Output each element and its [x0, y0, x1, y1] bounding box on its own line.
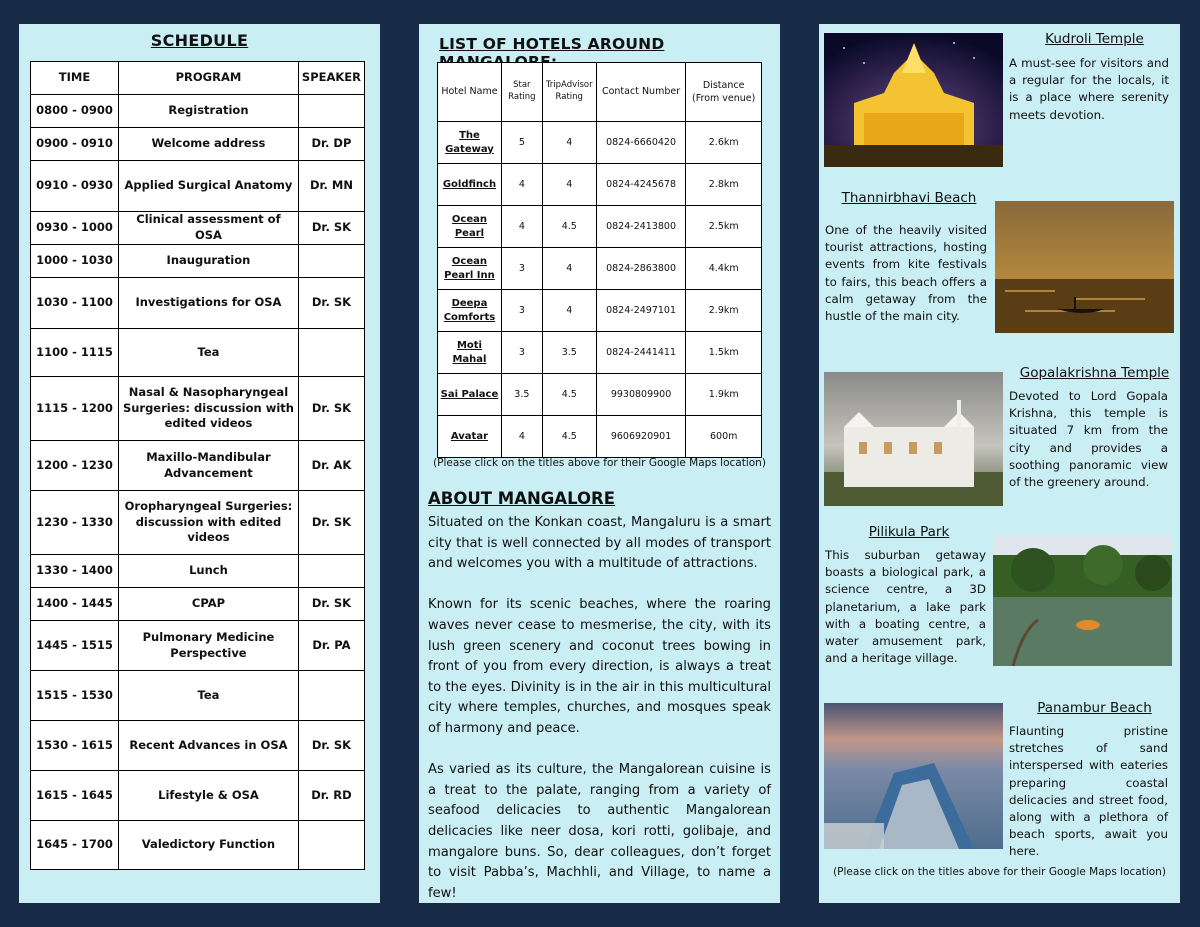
schedule-time: 1030 - 1100 [31, 278, 119, 329]
hotel-tripadvisor-rating: 4.5 [542, 374, 596, 416]
hotel-name-link[interactable]: Deepa Comforts [438, 290, 502, 332]
star-rating-header: Star Rating [501, 63, 542, 122]
schedule-speaker: Dr. SK [298, 377, 364, 441]
hotels-table [437, 62, 762, 458]
hotel-tripadvisor-rating: 4 [542, 164, 596, 206]
hotel-tripadvisor-rating: 4.5 [542, 206, 596, 248]
schedule-time: 0800 - 0900 [31, 95, 119, 128]
schedule-speaker [298, 821, 364, 870]
hotel-star-rating: 4 [501, 416, 542, 458]
schedule-time: 0910 - 0930 [31, 161, 119, 212]
kudroli-temple-title[interactable]: Kudroli Temple [1045, 31, 1144, 47]
attractions-panel [819, 24, 1180, 903]
pilikula-park-photo [993, 535, 1172, 666]
hotel-star-rating: 5 [501, 122, 542, 164]
schedule-table [30, 61, 365, 870]
about-paragraph: As varied as its culture, the Mangalorean cuisine is a treat to the palate, ranging from a variety of seafood delicacies to authentic Mangalorean delicacies like neer dosa, kori rotti, golibaje, and mangalore buns. So, dear colleagues, don’t forget to visit Pabba’s, Machhli, and Village, to name a few! [428, 762, 771, 901]
schedule-row [31, 161, 365, 212]
schedule-time: 0930 - 1000 [31, 212, 119, 245]
about-paragraph: Situated on the Konkan coast, Mangaluru is a smart city that is well connected by all modes of transport and welcomes you with a multitude of attractions. [428, 515, 771, 572]
schedule-program: Tea [119, 329, 299, 377]
hotel-row [438, 416, 762, 458]
hotel-contact-number: 0824-6660420 [596, 122, 686, 164]
schedule-speaker: Dr. SK [298, 588, 364, 621]
schedule-time: 1445 - 1515 [31, 621, 119, 671]
schedule-row [31, 95, 365, 128]
schedule-program: Registration [119, 95, 299, 128]
schedule-speaker: Dr. RD [298, 771, 364, 821]
schedule-speaker: Dr. SK [298, 491, 364, 555]
schedule-speaker [298, 329, 364, 377]
schedule-row [31, 377, 365, 441]
panambur-beach-title[interactable]: Panambur Beach [1037, 700, 1152, 716]
hotel-star-rating: 3 [501, 332, 542, 374]
hotel-distance: 2.6km [686, 122, 762, 164]
gopalakrishna-temple-title[interactable]: Gopalakrishna Temple [1019, 365, 1170, 381]
hotel-star-rating: 4 [501, 206, 542, 248]
schedule-row [31, 771, 365, 821]
pilikula-park-title[interactable]: Pilikula Park [868, 524, 950, 540]
schedule-program: Oropharyngeal Surgeries: discussion with edited videos [119, 491, 299, 555]
schedule-time: 1615 - 1645 [31, 771, 119, 821]
schedule-time: 1530 - 1615 [31, 721, 119, 771]
hotel-name-link[interactable]: Ocean Pearl Inn [438, 248, 502, 290]
hotel-row [438, 122, 762, 164]
hotel-distance: 4.4km [686, 248, 762, 290]
schedule-row [31, 278, 365, 329]
schedule-speaker: Dr. MN [298, 161, 364, 212]
hotel-row [438, 332, 762, 374]
schedule-program: CPAP [119, 588, 299, 621]
distance-header: Distance (From venue) [686, 63, 762, 122]
hotel-name-link[interactable]: Goldfinch [438, 164, 502, 206]
schedule-time: 1400 - 1445 [31, 588, 119, 621]
schedule-speaker: Dr. SK [298, 212, 364, 245]
schedule-program: Nasal & Nasopharyngeal Surgeries: discussion with edited videos [119, 377, 299, 441]
panambur-beach-photo [824, 703, 1003, 849]
hotel-row [438, 164, 762, 206]
schedule-program: Maxillo-Mandibular Advancement [119, 441, 299, 491]
hotel-name-link[interactable]: Moti Mahal [438, 332, 502, 374]
panambur-beach-description: Flaunting pristine stretches of sand interspersed with eateries preparing coastal delicacies and street food, along with a plethora of beach sports, await you here. [1009, 724, 1168, 859]
hotel-row [438, 206, 762, 248]
thannirbhavi-beach-title[interactable]: Thannirbhavi Beach [841, 190, 977, 206]
about-title: ABOUT MANGALORE [428, 489, 616, 508]
schedule-time: 1100 - 1115 [31, 329, 119, 377]
schedule-time: 1200 - 1230 [31, 441, 119, 491]
hotel-contact-number: 0824-2441411 [596, 332, 686, 374]
hotel-tripadvisor-rating: 4.5 [542, 416, 596, 458]
hotel-contact-number: 0824-4245678 [596, 164, 686, 206]
schedule-program: Lunch [119, 555, 299, 588]
schedule-speaker: Dr. AK [298, 441, 364, 491]
schedule-speaker [298, 245, 364, 278]
hotel-row [438, 290, 762, 332]
schedule-row [31, 721, 365, 771]
schedule-program: Tea [119, 671, 299, 721]
hotel-contact-number: 0824-2413800 [596, 206, 686, 248]
schedule-title: SCHEDULE [150, 31, 249, 50]
schedule-program: Applied Surgical Anatomy [119, 161, 299, 212]
hotel-distance: 2.5km [686, 206, 762, 248]
schedule-row [31, 671, 365, 721]
schedule-program: Clinical assessment of OSA [119, 212, 299, 245]
contact-number-header: Contact Number [596, 63, 686, 122]
schedule-speaker [298, 95, 364, 128]
about-body [428, 513, 771, 925]
schedule-program: Pulmonary Medicine Perspective [119, 621, 299, 671]
schedule-row [31, 821, 365, 870]
hotels-maps-note: (Please click on the titles above for their Google Maps location) [433, 457, 766, 469]
hotel-star-rating: 3.5 [501, 374, 542, 416]
schedule-row [31, 329, 365, 377]
schedule-row [31, 491, 365, 555]
hotel-name-link[interactable]: The Gateway [438, 122, 502, 164]
hotel-tripadvisor-rating: 4 [542, 122, 596, 164]
schedule-speaker [298, 671, 364, 721]
schedule-time: 0900 - 0910 [31, 128, 119, 161]
kudroli-temple-description: A must-see for visitors and a regular for the locals, it is a place where serenity meets devotion. [1009, 56, 1169, 122]
schedule-time: 1230 - 1330 [31, 491, 119, 555]
schedule-time: 1115 - 1200 [31, 377, 119, 441]
hotel-row [438, 374, 762, 416]
schedule-speaker: Dr. DP [298, 128, 364, 161]
hotel-distance: 1.9km [686, 374, 762, 416]
hotels-title: LIST OF HOTELS AROUND [439, 35, 665, 53]
time-header: TIME [31, 62, 119, 95]
hotels-about-panel [419, 24, 780, 903]
schedule-program: Valedictory Function [119, 821, 299, 870]
schedule-time: 1515 - 1530 [31, 671, 119, 721]
hotel-name-link[interactable]: Sai Palace [438, 374, 502, 416]
schedule-speaker: Dr. PA [298, 621, 364, 671]
schedule-row [31, 245, 365, 278]
schedule-program: Recent Advances in OSA [119, 721, 299, 771]
hotel-name-link[interactable]: Ocean Pearl [438, 206, 502, 248]
hotel-distance: 2.9km [686, 290, 762, 332]
hotel-contact-number: 0824-2497101 [596, 290, 686, 332]
hotel-star-rating: 4 [501, 164, 542, 206]
schedule-row [31, 128, 365, 161]
schedule-time: 1330 - 1400 [31, 555, 119, 588]
schedule-program: Lifestyle & OSA [119, 771, 299, 821]
gopalakrishna-temple-photo [824, 372, 1003, 506]
hotel-star-rating: 3 [501, 290, 542, 332]
schedule-time: 1000 - 1030 [31, 245, 119, 278]
tripadvisor-rating-header: TripAdvisor Rating [542, 63, 596, 122]
schedule-program: Investigations for OSA [119, 278, 299, 329]
hotel-name-link[interactable]: Avatar [438, 416, 502, 458]
schedule-program: Inauguration [119, 245, 299, 278]
thannirbhavi-beach-description: One of the heavily visited tourist attractions, hosting events from kite festivals to fairs, this beach offers a calm getaway from the hustle of the main city. [825, 223, 987, 324]
schedule-row [31, 621, 365, 671]
hotel-contact-number: 0824-2863800 [596, 248, 686, 290]
hotel-contact-number: 9930809900 [596, 374, 686, 416]
schedule-speaker: Dr. SK [298, 278, 364, 329]
program-header: PROGRAM [119, 62, 299, 95]
schedule-speaker: Dr. SK [298, 721, 364, 771]
kudroli-temple-photo [824, 33, 1003, 167]
schedule-program: Welcome address [119, 128, 299, 161]
schedule-row [31, 441, 365, 491]
schedule-panel [19, 24, 380, 903]
hotel-distance: 1.5km [686, 332, 762, 374]
hotel-distance: 2.8km [686, 164, 762, 206]
thannirbhavi-beach-photo [995, 201, 1174, 333]
hotel-tripadvisor-rating: 4 [542, 290, 596, 332]
hotel-contact-number: 9606920901 [596, 416, 686, 458]
hotel-name-header: Hotel Name [438, 63, 502, 122]
speaker-header: SPEAKER [298, 62, 364, 95]
hotel-row [438, 248, 762, 290]
gopalakrishna-temple-description: Devoted to Lord Gopala Krishna, this temple is situated 7 km from the city and provides a soothing panoramic view of the greenery around. [1009, 389, 1168, 490]
schedule-row [31, 588, 365, 621]
attractions-maps-note: (Please click on the titles above for their Google Maps location) [833, 866, 1166, 878]
hotel-star-rating: 3 [501, 248, 542, 290]
hotel-tripadvisor-rating: 3.5 [542, 332, 596, 374]
hotel-tripadvisor-rating: 4 [542, 248, 596, 290]
schedule-time: 1645 - 1700 [31, 821, 119, 870]
hotel-distance: 600m [686, 416, 762, 458]
pilikula-park-description: This suburban getaway boasts a biological park, a science centre, a 3D planetarium, a lake park with a boating centre, a water amusement park, and a heritage village. [825, 548, 986, 666]
schedule-row [31, 555, 365, 588]
schedule-row [31, 212, 365, 245]
schedule-speaker [298, 555, 364, 588]
about-paragraph: Known for its scenic beaches, where the roaring waves never cease to mesmerise, the city, with its lush green scenery and coconut trees bowing in front of you from every direction, is always a treat to the eyes. Divinity is in the air in this multicultural city where temples, churches, and mosques speak of harmony and peace. [428, 597, 771, 736]
